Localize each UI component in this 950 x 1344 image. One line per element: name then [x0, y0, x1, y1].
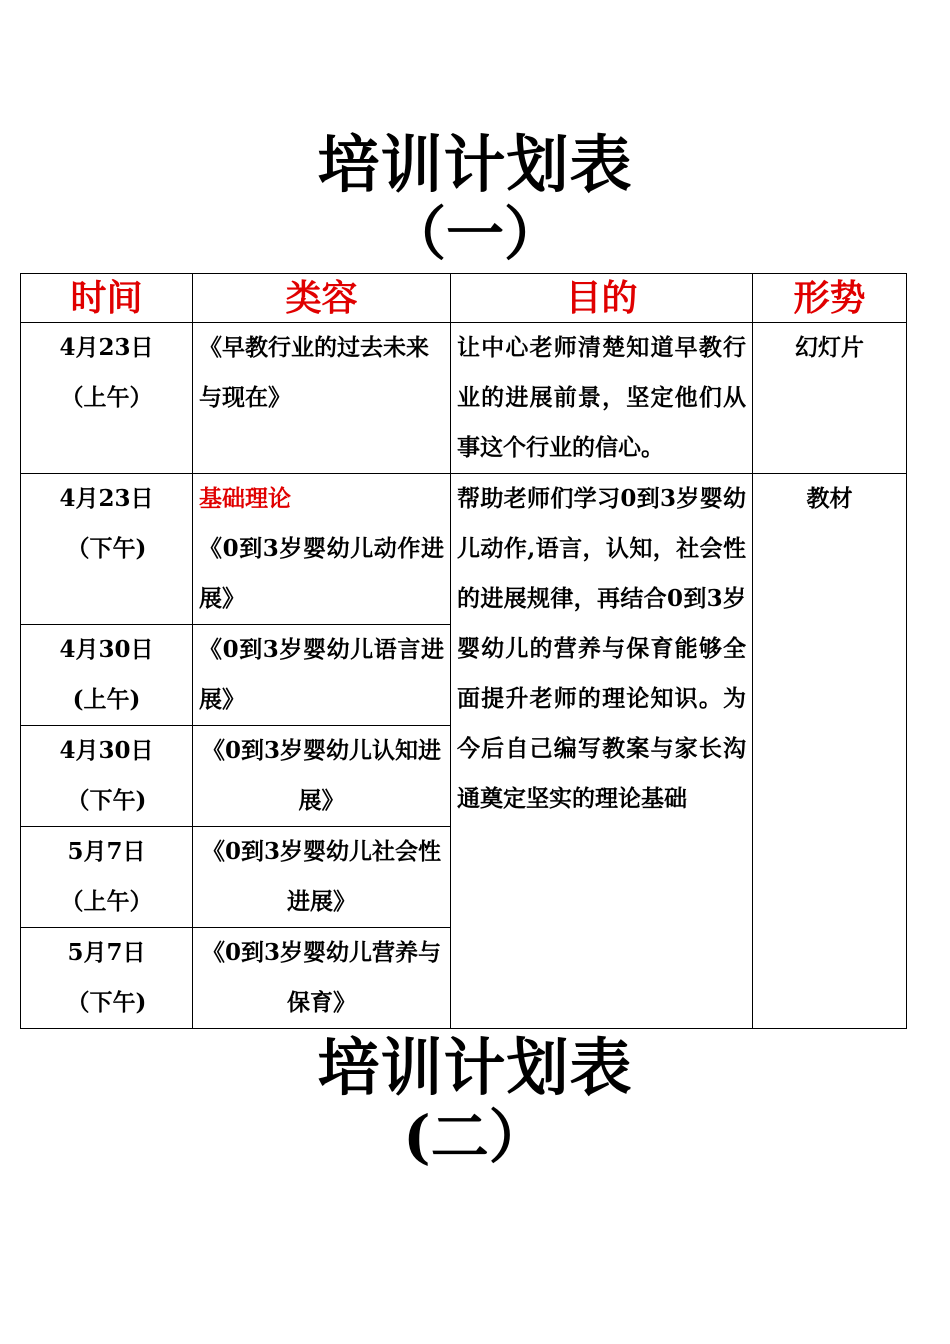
content-text: 《0到3岁婴幼儿语言进展》: [199, 636, 444, 713]
page-subtitle: （一）: [387, 200, 562, 268]
period: (上午): [72, 686, 141, 713]
period: （上午）: [60, 384, 153, 411]
period: （下午): [66, 989, 147, 1016]
table-header-row: [21, 274, 907, 323]
content-cell: [193, 928, 451, 1029]
date: 5月7日: [67, 838, 146, 865]
shared-purpose-cell: [451, 474, 753, 1029]
period: （下午): [66, 787, 147, 814]
table-row: [21, 323, 907, 474]
content-text: 《早教行业的过去未来与现在》: [199, 334, 429, 411]
page-subtitle-2: (二）: [403, 1103, 547, 1171]
form-text: 幻灯片: [795, 334, 864, 361]
header-form: 形势: [753, 274, 907, 323]
time-cell: [21, 474, 193, 625]
form-text: 教材: [806, 485, 853, 512]
content-text: 《0到3岁婴幼儿认知进展》: [201, 737, 441, 814]
date: 4月23日: [59, 485, 154, 512]
content-cell: [193, 726, 451, 827]
period: （下午): [66, 535, 147, 562]
content-cell: [193, 625, 451, 726]
header-purpose: 目的: [451, 274, 753, 323]
shared-form-cell: [753, 474, 907, 1029]
training-plan-table: [20, 273, 907, 1029]
content-cell: [193, 474, 451, 625]
period: （上午）: [60, 888, 153, 915]
page-title: 培训计划表: [317, 128, 633, 201]
content-cell: [193, 323, 451, 474]
content-text: 《0到3岁婴幼儿营养与保育》: [201, 939, 441, 1016]
content-cell: [193, 827, 451, 928]
form-cell: [753, 323, 907, 474]
table-row: [21, 474, 907, 625]
date: 4月30日: [59, 737, 154, 764]
date: 4月30日: [59, 636, 154, 663]
purpose-text: 帮助老师们学习0到3岁婴幼儿动作,语言，认知，社会性的进展规律，再结合0到3岁婴幼儿的营养与保育能够全面提升老师的理论知识。为今后自己编写教案与家长沟通奠定坚实的理论基础: [457, 485, 746, 812]
content-heading: 基础理论: [199, 485, 291, 512]
time-cell: [21, 827, 193, 928]
purpose-cell: [451, 323, 753, 474]
page-title-2: 培训计划表: [317, 1031, 633, 1104]
date: 4月23日: [59, 334, 154, 361]
time-cell: [21, 625, 193, 726]
date: 5月7日: [67, 939, 146, 966]
purpose-text: 让中心老师清楚知道早教行业的进展前景，坚定他们从事这个行业的信心。: [457, 334, 746, 461]
time-cell: [21, 928, 193, 1029]
time-cell: [21, 726, 193, 827]
content-text: 《0到3岁婴幼儿社会性进展》: [201, 838, 441, 915]
content-text: 《0到3岁婴幼儿动作进展》: [199, 535, 444, 612]
header-content: 类容: [193, 274, 451, 323]
time-cell: [21, 323, 193, 474]
header-time: 时间: [21, 274, 193, 323]
